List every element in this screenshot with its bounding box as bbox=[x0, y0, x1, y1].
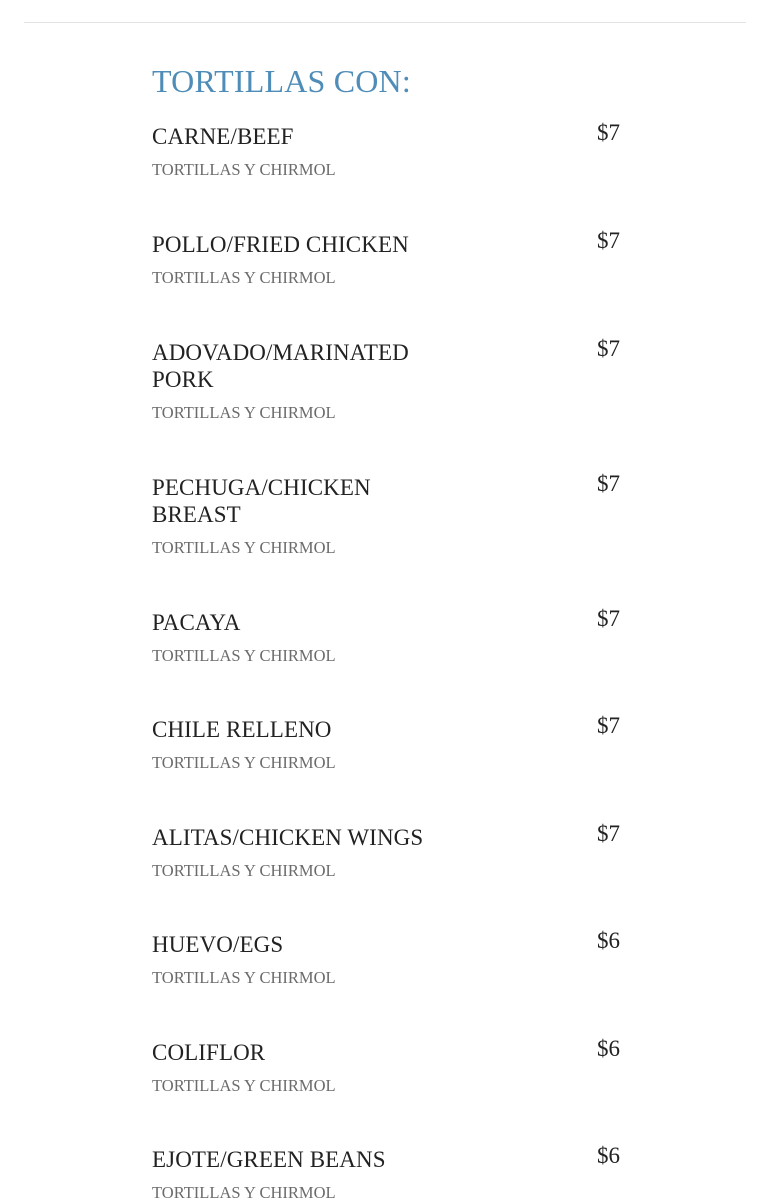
menu-item-description: TORTILLAS Y CHIRMOL bbox=[152, 1076, 336, 1095]
menu-item-description: TORTILLAS Y CHIRMOL bbox=[152, 403, 336, 422]
menu-item bbox=[152, 228, 620, 288]
menu-item-name: PECHUGA/CHICKEN BREAST bbox=[152, 475, 371, 527]
menu-item-price: $6 bbox=[597, 1036, 620, 1061]
menu-item-name: ALITAS/CHICKEN WINGS bbox=[152, 825, 424, 850]
menu-item-description: TORTILLAS Y CHIRMOL bbox=[152, 538, 336, 557]
menu-item-description: TORTILLAS Y CHIRMOL bbox=[152, 1183, 336, 1201]
menu-item-description: TORTILLAS Y CHIRMOL bbox=[152, 861, 336, 880]
menu-item bbox=[152, 713, 620, 773]
menu-item-price: $7 bbox=[597, 471, 620, 496]
menu-item bbox=[152, 1143, 620, 1201]
menu-item-price: $7 bbox=[597, 120, 620, 145]
menu-item-name: POLLO/FRIED CHICKEN bbox=[152, 232, 409, 257]
menu-item-description: TORTILLAS Y CHIRMOL bbox=[152, 753, 336, 772]
menu-item-name: ADOVADO/MARINATED PORK bbox=[152, 340, 409, 392]
menu-item bbox=[152, 606, 620, 666]
menu-item-price: $7 bbox=[597, 713, 620, 738]
top-divider bbox=[24, 22, 746, 23]
section-title: TORTILLAS CON: bbox=[152, 63, 411, 99]
menu-item bbox=[152, 336, 620, 423]
menu-item-price: $7 bbox=[597, 228, 620, 253]
menu-item-price: $7 bbox=[597, 336, 620, 361]
menu-item-price: $7 bbox=[597, 606, 620, 631]
menu-item-price: $6 bbox=[597, 1143, 620, 1168]
menu-item bbox=[152, 120, 620, 180]
menu-item bbox=[152, 1036, 620, 1096]
menu-item-name: CARNE/BEEF bbox=[152, 124, 294, 149]
menu-item-name: COLIFLOR bbox=[152, 1040, 266, 1065]
menu-item-name: PACAYA bbox=[152, 610, 241, 635]
menu-item bbox=[152, 821, 620, 881]
menu-item-description: TORTILLAS Y CHIRMOL bbox=[152, 160, 336, 179]
menu-item-name: HUEVO/EGS bbox=[152, 932, 284, 957]
menu-item bbox=[152, 928, 620, 988]
menu-item-description: TORTILLAS Y CHIRMOL bbox=[152, 968, 336, 987]
menu-item-description: TORTILLAS Y CHIRMOL bbox=[152, 268, 336, 287]
menu-item bbox=[152, 471, 620, 558]
menu-item-description: TORTILLAS Y CHIRMOL bbox=[152, 646, 336, 665]
menu-item-price: $6 bbox=[597, 928, 620, 953]
menu-item-price: $7 bbox=[597, 821, 620, 846]
menu-item-name: EJOTE/GREEN BEANS bbox=[152, 1147, 386, 1172]
menu-item-name: CHILE RELLENO bbox=[152, 717, 332, 742]
